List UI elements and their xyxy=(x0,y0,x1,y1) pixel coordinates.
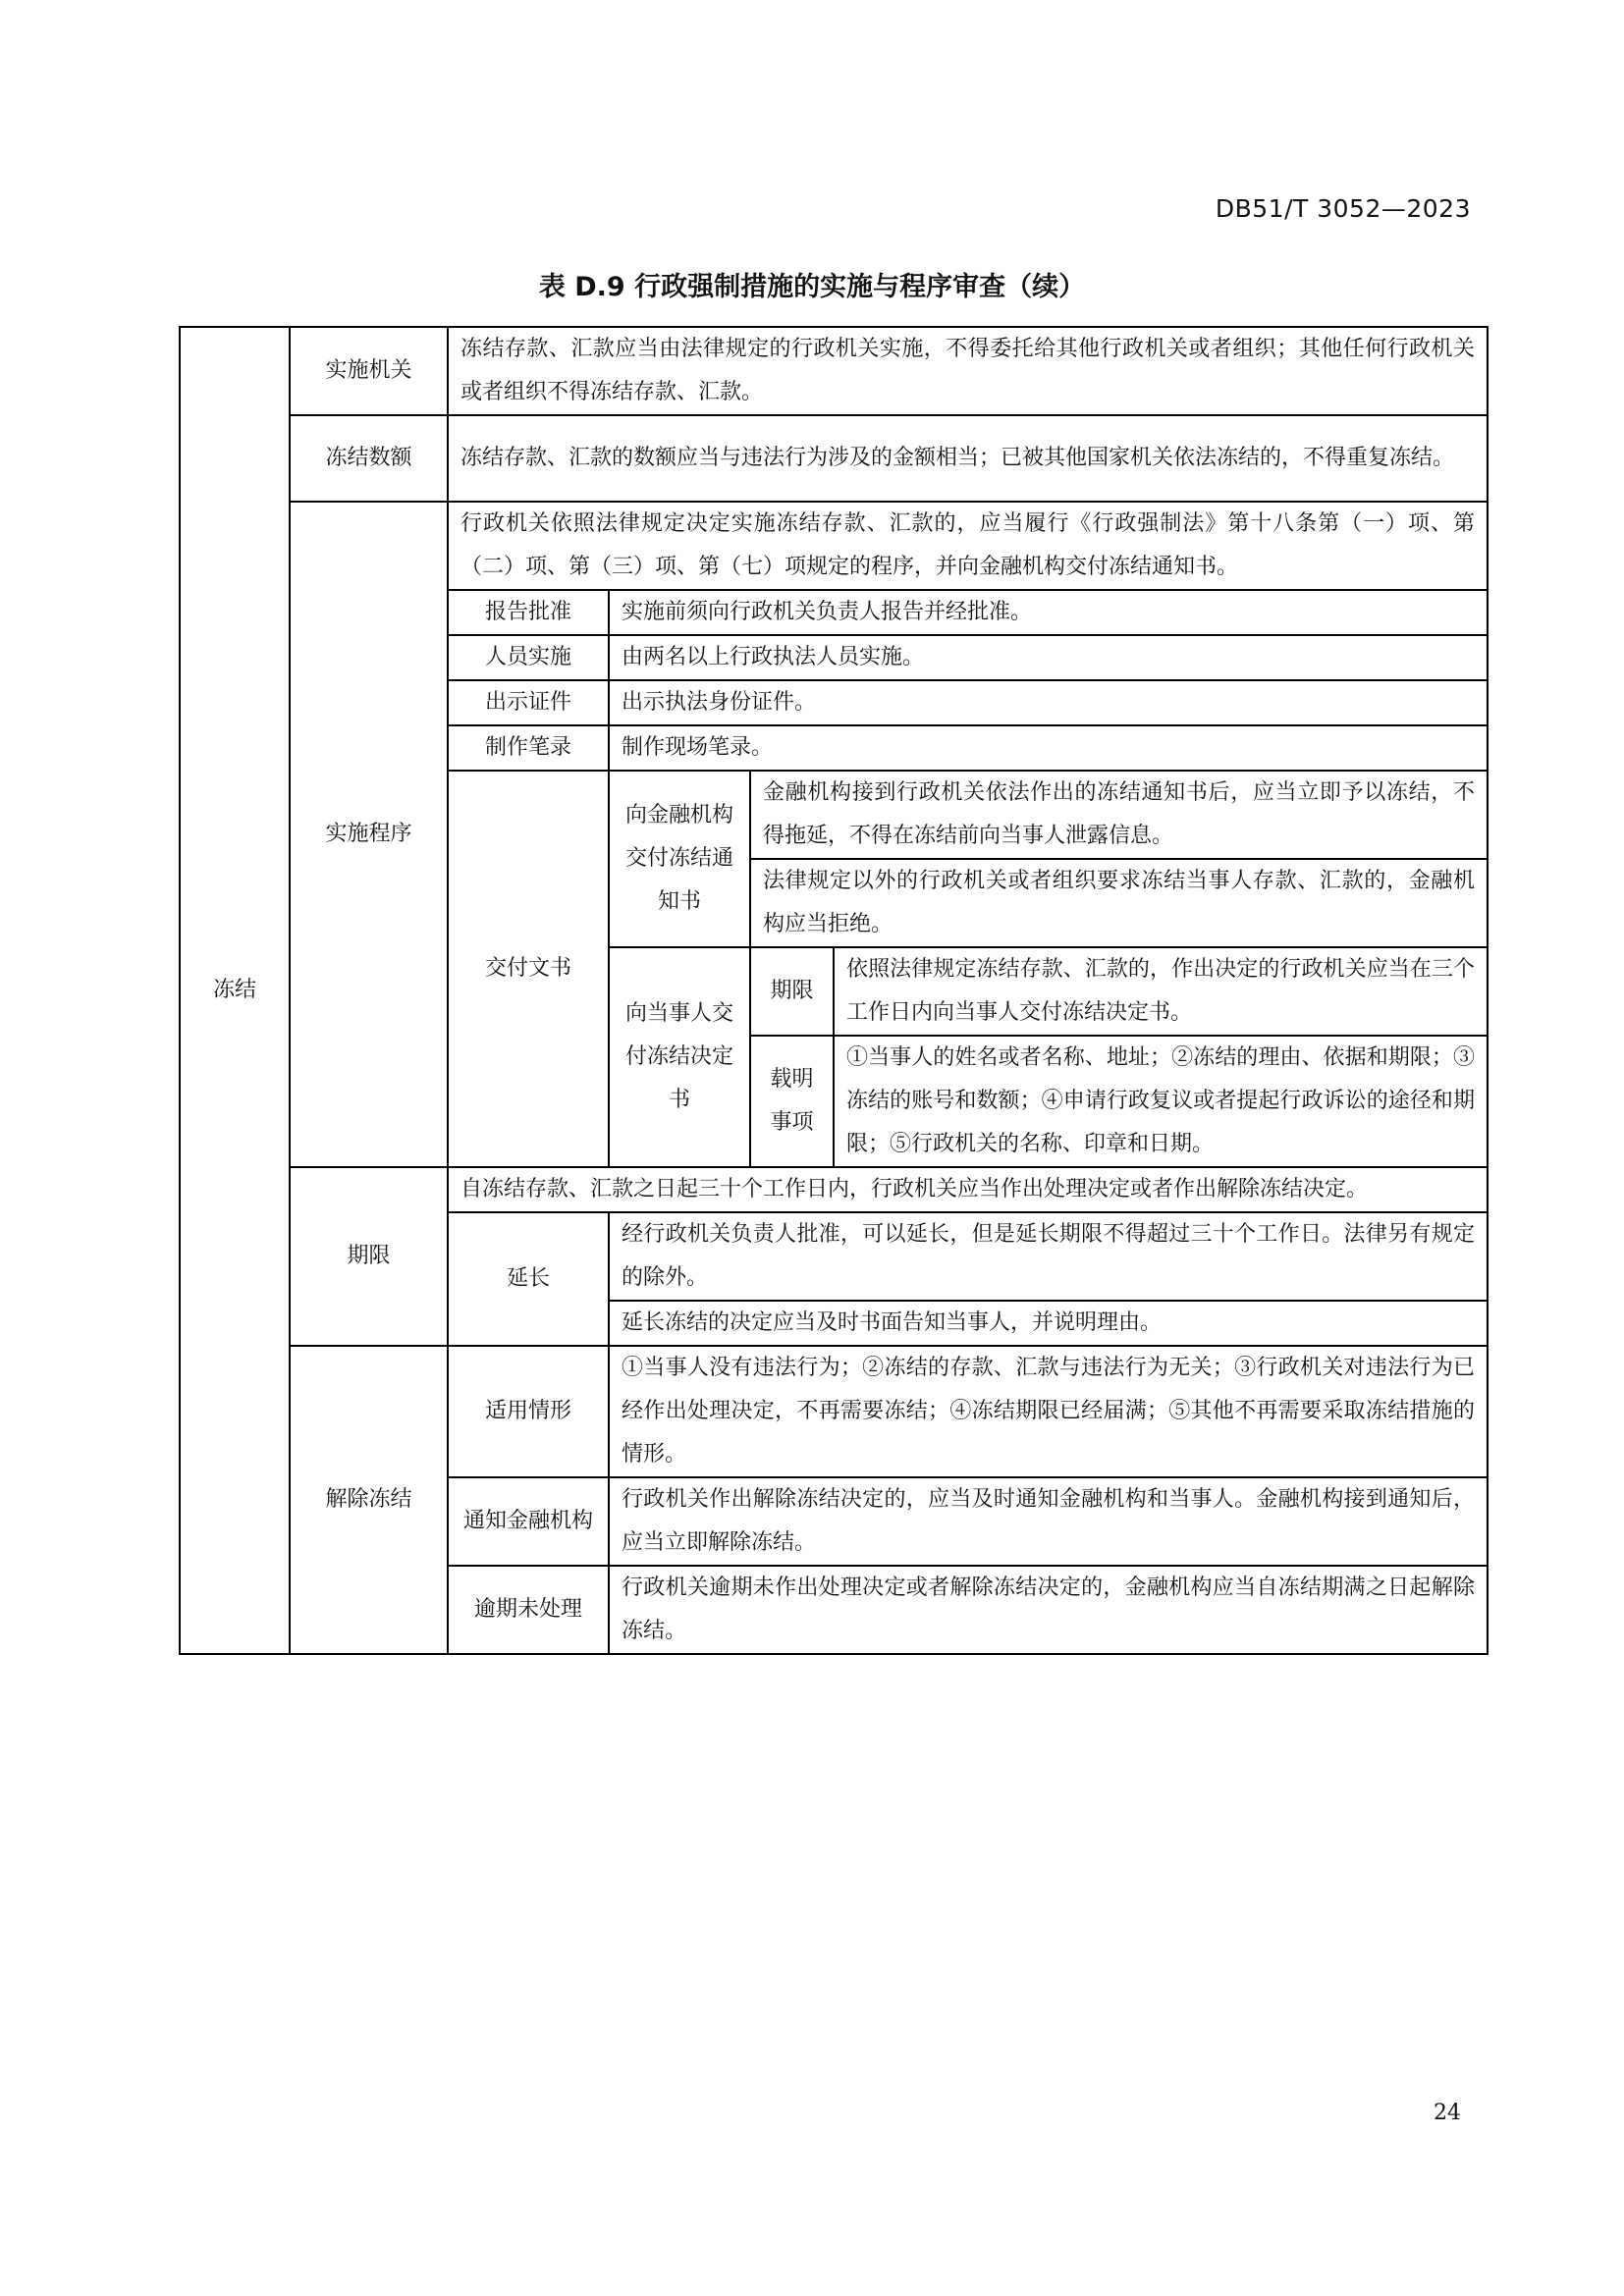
table-row xyxy=(180,1167,1488,1212)
release-row-text: ①当事人没有违法行为；②冻结的存款、汇款与违法行为无关；③行政机关对违法行为已经作出处理决定，不再需要冻结；④冻结期限已经届满；⑤其他不再需要采取冻结措施的情形。 xyxy=(609,1346,1488,1477)
extension-item: 经行政机关负责人批准，可以延长，但是延长期限不得超过三十个工作日。法律另有规定的除外。 xyxy=(609,1212,1488,1301)
release-row-label: 逾期未处理 xyxy=(448,1566,609,1654)
deliver-label: 交付文书 xyxy=(448,771,609,1167)
term-text: 自冻结存款、汇款之日起三十个工作日内，行政机关应当作出处理决定或者作出解除冻结决定。 xyxy=(448,1167,1488,1212)
contents-text: ①当事人的姓名或者名称、地址；②冻结的理由、依据和期限；③冻结的账号和数额；④申请行政复议或者提起行政诉讼的途径和期限；⑤行政机关的名称、印章和日期。 xyxy=(834,1036,1488,1167)
table-row xyxy=(180,415,1488,502)
table-row xyxy=(180,502,1488,590)
step-label: 制作笔录 xyxy=(448,725,609,771)
step-text: 制作现场笔录。 xyxy=(609,725,1488,771)
amount-text: 冻结存款、汇款的数额应当与违法行为涉及的金额相当；已被其他国家机关依法冻结的，不得重复冻结。 xyxy=(448,415,1488,502)
term-label: 期限 xyxy=(290,1167,448,1346)
to-party-label: 向当事人交付冻结决定书 xyxy=(609,947,750,1167)
step-text: 出示执法身份证件。 xyxy=(609,680,1488,725)
to-bank-label: 向金融机构交付冻结通知书 xyxy=(609,771,750,947)
table-title: 表 D.9 行政强制措施的实施与程序审查（续） xyxy=(538,272,1086,302)
extension-item: 延长冻结的决定应当及时书面告知当事人，并说明理由。 xyxy=(609,1301,1488,1346)
procedure-label: 实施程序 xyxy=(290,502,448,1167)
step-label: 出示证件 xyxy=(448,680,609,725)
amount-label: 冻结数额 xyxy=(290,415,448,502)
table-row xyxy=(180,327,1488,415)
step-text: 实施前须向行政机关负责人报告并经批准。 xyxy=(609,590,1488,635)
impl-body-label: 实施机关 xyxy=(290,327,448,415)
page-number: 24 xyxy=(1434,2101,1461,2125)
release-row-label: 适用情形 xyxy=(448,1346,609,1477)
category-cell: 冻结 xyxy=(180,327,290,1654)
step-label: 报告批准 xyxy=(448,590,609,635)
review-table xyxy=(179,326,1489,1655)
contents-label: 载明事项 xyxy=(750,1036,834,1167)
release-row-text: 行政机关作出解除冻结决定的，应当及时通知金融机构和当事人。金融机构接到通知后，应当立即解除冻结。 xyxy=(609,1477,1488,1566)
to-bank-item: 金融机构接到行政机关依法作出的冻结通知书后，应当立即予以冻结，不得拖延，不得在冻结前向当事人泄露信息。 xyxy=(750,771,1488,859)
impl-body-text: 冻结存款、汇款应当由法律规定的行政机关实施，不得委托给其他行政机关或者组织；其他任何行政机关或者组织不得冻结存款、汇款。 xyxy=(448,327,1488,415)
document-code: DB51/T 3052—2023 xyxy=(1215,194,1471,223)
table-row xyxy=(180,1346,1488,1477)
step-text: 由两名以上行政执法人员实施。 xyxy=(609,635,1488,680)
to-bank-item: 法律规定以外的行政机关或者组织要求冻结当事人存款、汇款的，金融机构应当拒绝。 xyxy=(750,859,1488,947)
release-label: 解除冻结 xyxy=(290,1346,448,1654)
deadline-text: 依照法律规定冻结存款、汇款的，作出决定的行政机关应当在三个工作日内向当事人交付冻结决定书。 xyxy=(834,947,1488,1036)
release-row-text: 行政机关逾期未作出处理决定或者解除冻结决定的，金融机构应当自冻结期满之日起解除冻结。 xyxy=(609,1566,1488,1654)
procedure-intro: 行政机关依照法律规定决定实施冻结存款、汇款的，应当履行《行政强制法》第十八条第（一）项、第（二）项、第（三）项、第（七）项规定的程序，并向金融机构交付冻结通知书。 xyxy=(448,502,1488,590)
step-label: 人员实施 xyxy=(448,635,609,680)
release-row-label: 通知金融机构 xyxy=(448,1477,609,1566)
deadline-label: 期限 xyxy=(750,947,834,1036)
extension-label: 延长 xyxy=(448,1212,609,1346)
